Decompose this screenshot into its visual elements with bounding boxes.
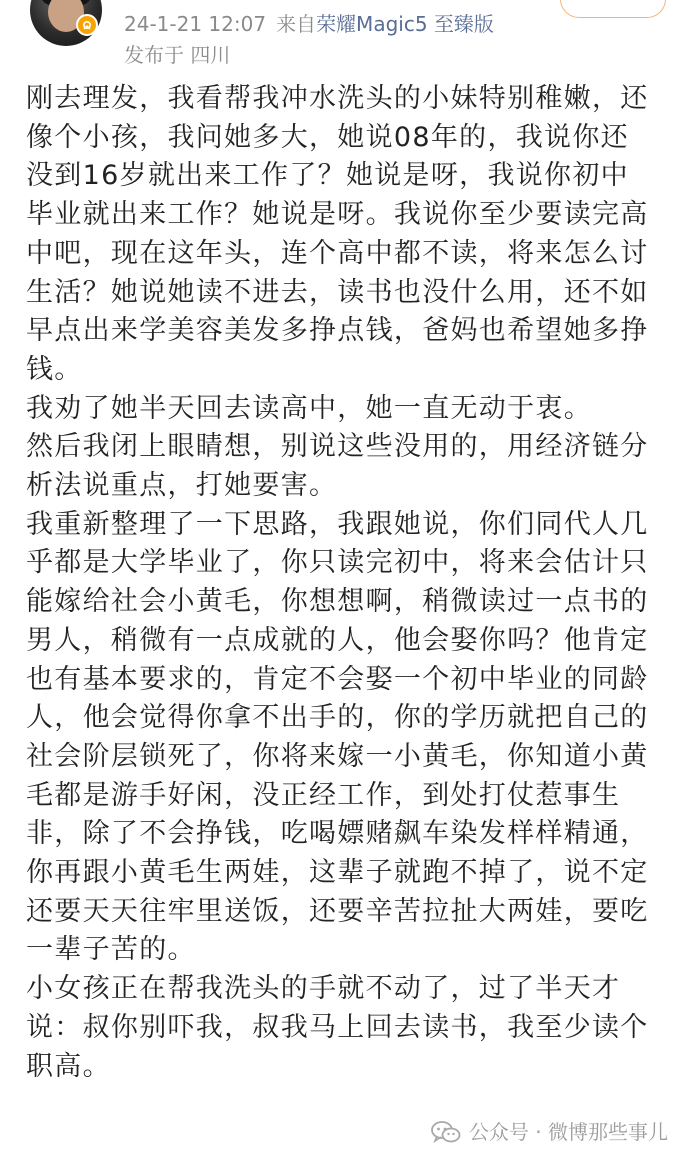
post-text-line: 能嫁给社会小黄毛，你想想啊，稍微读过一点书的 (26, 586, 649, 618)
post-text-line: 我劝了她半天回去读高中，她一直无动于衷。 (26, 392, 592, 424)
post-paragraph (26, 428, 676, 505)
post-text-line: 生活？她说她读不进去，读书也没什么用，还不如 (26, 276, 649, 308)
watermark-text: 公众号 · 微博那些事儿 (468, 1120, 668, 1144)
post-text-line: 毕业就出来工作？她说是呀。我说你至少要读完高 (26, 199, 649, 231)
post-text-line: 中吧，现在这年头，连个高中都不读，将来怎么讨 (26, 237, 649, 269)
follow-button[interactable] (560, 0, 666, 18)
post-text-line: 然后我闭上眼睛想，别说这些没用的，用经济链分 (26, 431, 649, 463)
source-prefix: 来自 (276, 12, 317, 36)
post-paragraph (26, 970, 676, 1086)
post-text-line: 职高。 (26, 1050, 111, 1082)
watermark (431, 1117, 668, 1147)
post-text-line: 还要天天往牢里送饭，还要辛苦拉扯大两娃，要吃 (26, 895, 649, 927)
post-date: 24-1-21 12:07 (124, 12, 267, 36)
wechat-icon (431, 1120, 461, 1144)
device-link[interactable]: 荣耀Magic5 至臻版 (316, 12, 494, 36)
post-text-line: 男人，稍微有一点成就的人，他会娶你吗？他肯定 (26, 624, 649, 656)
post-text-line: 说：叔你别吓我，叔我马上回去读书，我至少读个 (26, 1011, 649, 1043)
post-text-line: 毛都是游手好闲，没正经工作，到处打仗惹事生 (26, 779, 621, 811)
post-paragraph (26, 80, 676, 390)
post-text-line: 刚去理发，我看帮我冲水洗头的小妹特别稚嫩，还 (26, 83, 649, 114)
post-text-line: 我重新整理了一下思路，我跟她说，你们同代人几 (26, 508, 649, 540)
post-text-line: 人，他会觉得你拿不出手的，你的学历就把自己的 (26, 702, 649, 734)
post-header (0, 0, 690, 80)
post-paragraph (26, 390, 676, 429)
post-text-line: 社会阶层锁死了，你将来嫁一小黄毛，你知道小黄 (26, 740, 649, 772)
post-text-line: 像个小孩，我问她多大，她说08年的，我说你还 (26, 121, 629, 153)
post-text-line: 早点出来学美容美发多挣点钱，爸妈也希望她多挣 (26, 315, 649, 347)
post-text-line: 你再跟小黄毛生两娃，这辈子就跑不掉了，说不定 (26, 857, 649, 889)
post-text-line: 析法说重点，打她要害。 (26, 470, 338, 502)
post-text-line: 没到16岁就出来工作了？她说是呀，我说你初中 (26, 160, 629, 192)
verified-badge-icon (76, 14, 98, 36)
post-text-line: 钱。 (26, 353, 83, 385)
post-location: 发布于 四川 (124, 43, 231, 67)
post-text-line: 非，除了不会挣钱，吃喝嫖赌飙车染发样样精通， (26, 818, 649, 850)
post-text-line: 乎都是大学毕业了，你只读完初中，将来会估计只 (26, 547, 649, 579)
post-text-line: 一辈子苦的。 (26, 934, 196, 966)
post-meta (124, 9, 494, 39)
post-text-line: 小女孩正在帮我洗头的手就不动了，过了半天才 (26, 973, 621, 1005)
post-body (26, 80, 676, 1086)
post-text-line: 也有基本要求的，肯定不会娶一个初中毕业的同龄 (26, 663, 649, 695)
post-paragraph (26, 506, 676, 970)
